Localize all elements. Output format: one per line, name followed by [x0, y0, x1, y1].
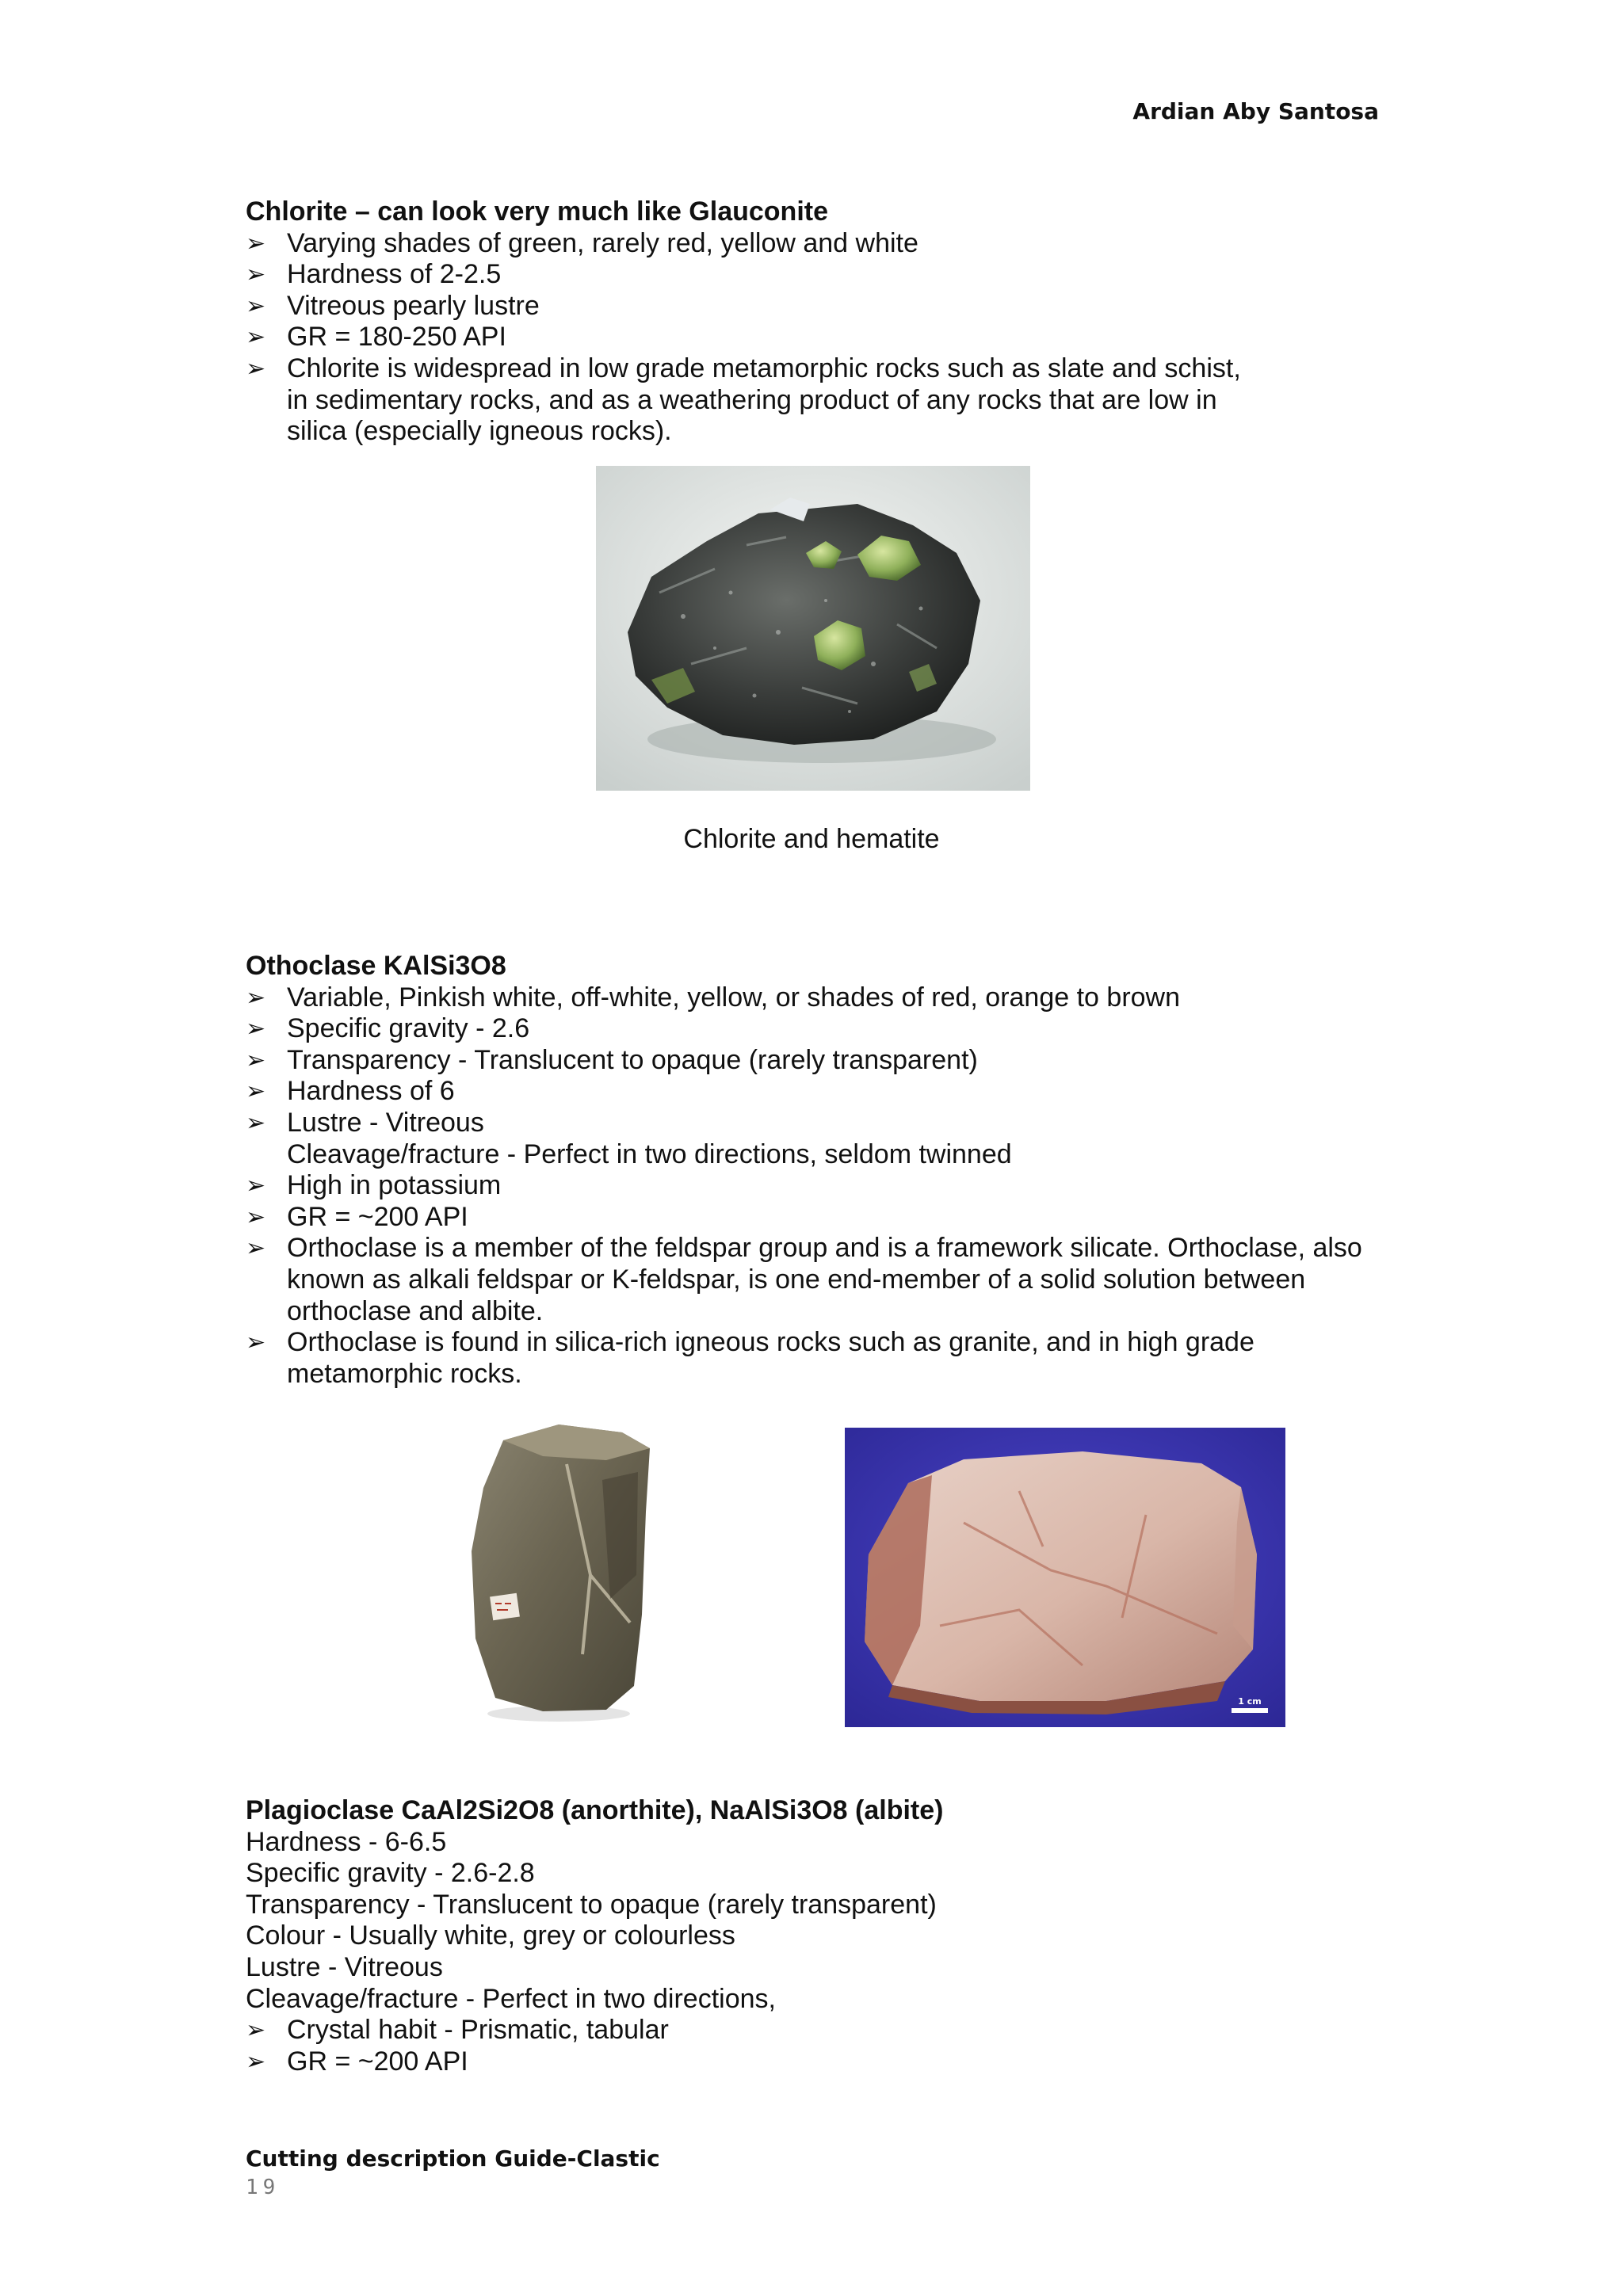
arrow-bullet-icon: ➢ — [246, 292, 266, 320]
list-item: ➢ Chlorite is widespread in low grade metamorphic rocks such as slate and schist, in sedimentary rocks, and as a weathering product of any rocks that are low in silica (especially igneous rocks). — [246, 353, 1241, 447]
arrow-bullet-icon: ➢ — [246, 2047, 266, 2076]
plagioclase-specific-gravity: Specific gravity - 2.6-2.8 — [246, 1858, 535, 1889]
list-item: ➢ Vitreous pearly lustre — [246, 290, 540, 321]
arrow-bullet-icon: ➢ — [246, 1108, 266, 1137]
arrow-bullet-icon: ➢ — [246, 1172, 266, 1200]
scale-bar — [1232, 1696, 1268, 1713]
arrow-bullet-icon: ➢ — [246, 323, 266, 352]
arrow-bullet-icon: ➢ — [246, 354, 266, 383]
arrow-bullet-icon: ➢ — [246, 1329, 266, 1357]
arrow-bullet-icon: ➢ — [246, 1234, 266, 1263]
list-item: ➢ Orthoclase is a member of the feldspar group and is a framework silicate. Orthoclase, also known as alkali feldspar or K-feldspar, is one end-member of a solid solution between orthoclase and albite. — [246, 1233, 1362, 1326]
chlorite-hematite-photo — [596, 466, 1030, 791]
arrow-bullet-icon: ➢ — [246, 261, 266, 289]
list-item: ➢ Hardness of 2-2.5 — [246, 259, 502, 290]
list-item: ➢ Hardness of 6 — [246, 1076, 455, 1107]
chlorite-photo-caption: Chlorite and hematite — [683, 824, 940, 854]
arrow-bullet-icon: ➢ — [246, 1077, 266, 1106]
list-item: ➢ Crystal habit - Prismatic, tabular — [246, 2015, 669, 2046]
orthoclase-photo-grey — [448, 1417, 662, 1726]
list-item: ➢ Specific gravity - 2.6 — [246, 1013, 530, 1044]
scale-bar-label: 1 cm — [1238, 1696, 1262, 1707]
arrow-bullet-icon: ➢ — [246, 2016, 266, 2045]
plagioclase-bullet-list — [246, 2015, 1387, 2077]
plagioclase-colour: Colour - Usually white, grey or colourless — [246, 1920, 735, 1951]
arrow-bullet-icon: ➢ — [246, 1015, 266, 1043]
plagioclase-lustre: Lustre - Vitreous — [246, 1951, 443, 1982]
scale-bar-line — [1232, 1708, 1268, 1713]
list-item: ➢ Lustre - Vitreous — [246, 1107, 484, 1138]
orthoclase-bullet-list-a — [246, 982, 1387, 1139]
footer-title: Cutting description Guide-Clastic — [246, 2145, 660, 2172]
plagioclase-hardness: Hardness - 6-6.5 — [246, 1826, 447, 1857]
orthoclase-section — [246, 951, 1387, 1390]
list-item: ➢ Transparency - Translucent to opaque (rarely transparent) — [246, 1044, 978, 1075]
list-item: ➢ GR = ~200 API — [246, 1201, 468, 1232]
list-item: ➢ GR = 180-250 API — [246, 322, 506, 353]
list-item: ➢ Orthoclase is found in silica-rich igneous rocks such as granite, and in high grade metamorphic rocks. — [246, 1327, 1254, 1389]
chlorite-bullet-list — [246, 228, 1387, 448]
orthoclase-heading: Othoclase KAlSi3O8 — [246, 951, 506, 981]
plagioclase-heading: Plagioclase CaAl2Si2O8 (anorthite), NaAlSi3O8 (albite) — [246, 1795, 944, 1825]
arrow-bullet-icon: ➢ — [246, 1046, 266, 1074]
header-author: Ardian Aby Santosa — [1132, 98, 1379, 124]
list-item: ➢ GR = ~200 API — [246, 2046, 468, 2077]
list-item: ➢ Variable, Pinkish white, off-white, yellow, or shades of red, orange to brown — [246, 982, 1181, 1013]
plagioclase-cleavage: Cleavage/fracture - Perfect in two directions, — [246, 1983, 776, 2014]
arrow-bullet-icon: ➢ — [246, 1203, 266, 1231]
chlorite-heading: Chlorite – can look very much like Glauconite — [246, 196, 829, 227]
plagioclase-transparency: Transparency - Translucent to opaque (rarely transparent) — [246, 1889, 937, 1920]
page-number: 19 — [246, 2176, 281, 2199]
list-item: ➢ Varying shades of green, rarely red, yellow and white — [246, 227, 918, 258]
chlorite-section — [246, 196, 1387, 448]
orthoclase-photo-pink — [845, 1428, 1285, 1727]
arrow-bullet-icon: ➢ — [246, 983, 266, 1012]
list-item: ➢ High in potassium — [246, 1170, 502, 1201]
orthoclase-cleavage: Cleavage/fracture - Perfect in two directions, seldom twinned — [287, 1138, 1012, 1169]
plagioclase-section — [246, 1795, 1387, 2077]
arrow-bullet-icon: ➢ — [246, 229, 266, 257]
orthoclase-bullet-list-b — [246, 1170, 1387, 1390]
